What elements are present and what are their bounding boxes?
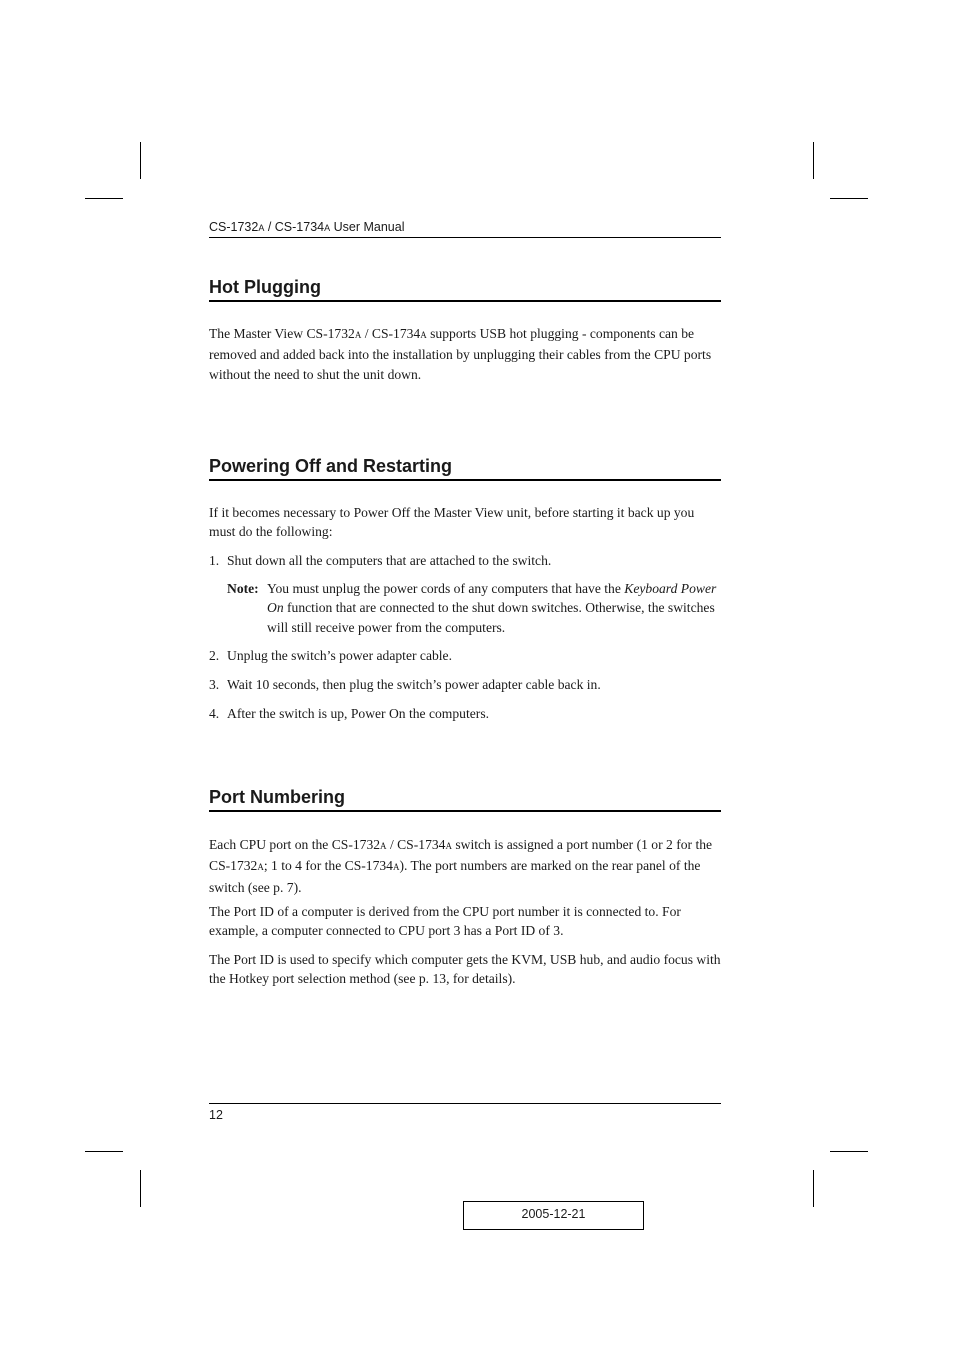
list-number: 4.: [209, 706, 220, 721]
list-number: 2.: [209, 648, 220, 663]
crop-mark: [813, 1170, 814, 1207]
text-run: function that are connected to the shut down switches. Otherwise, the switches will still receive power from the computers.: [267, 600, 715, 635]
footer-rule: [209, 1103, 721, 1104]
text-run-italic: Keyboard Power On: [267, 581, 717, 616]
list-text: After the switch is up, Power On the computers.: [227, 706, 490, 721]
list-item: [209, 704, 721, 723]
date-box: 2005-12-21: [463, 1201, 644, 1230]
header-suffix-a: A: [258, 223, 265, 233]
text-run: A: [445, 841, 452, 851]
list-text: Unplug the switch’s power adapter cable.: [227, 648, 452, 663]
list-item: [209, 675, 721, 694]
section-title-powering-off: Powering Off and Restarting: [209, 455, 721, 481]
text-run: A: [420, 330, 427, 340]
list-item: [209, 551, 721, 570]
crop-mark: [140, 142, 141, 179]
list-text: Wait 10 seconds, then plug the switch’s power adapter cable back in.: [227, 677, 601, 692]
text-run: / CS-1734: [361, 326, 421, 341]
text-run: A: [380, 841, 387, 851]
list-item: [209, 646, 721, 665]
crop-mark: [85, 198, 123, 199]
crop-mark: [813, 142, 814, 179]
running-header: [209, 219, 721, 238]
crop-mark: [140, 1170, 141, 1207]
text-run: You must unplug the power cords of any computers that have the: [267, 581, 625, 596]
list-number: 1.: [209, 553, 220, 568]
text-run: A: [354, 330, 362, 340]
header-suffix-b: A: [324, 223, 331, 233]
text-run: switch is assigned a port number (1 or 2 for the CS-1732: [209, 837, 713, 874]
port-numbering-paragraph-1: [209, 835, 721, 897]
text-run: supports USB hot plugging - components can be removed and added back into the installation by unplugging their cables from the CPU ports without the need to shut the unit down.: [209, 326, 712, 382]
text-run: Each CPU port on the CS-1732: [209, 837, 381, 852]
port-numbering-paragraph-3: The Port ID is used to specify which computer gets the KVM, USB hub, and audio focus with the Hotkey port selection method (see p. 13, for details).: [209, 952, 721, 987]
section-title-port-numbering: Port Numbering: [209, 786, 721, 812]
header-model-a: CS-1732: [209, 220, 259, 234]
note-body: [267, 579, 721, 637]
note-block: [227, 579, 721, 637]
text-run: ; 1 to 4 for the CS-1734: [263, 858, 393, 874]
crop-mark: [830, 198, 868, 199]
header-separator: /: [264, 220, 275, 234]
port-numbering-paragraph-2: The Port ID of a computer is derived from the CPU port number it is connected to. For example, a computer connected to CPU port 3 has a Port ID of 3.: [209, 904, 681, 939]
powering-intro-paragraph: If it becomes necessary to Power Off the Master View unit, before starting it back up you must do the following:: [209, 505, 695, 540]
text-run: A: [392, 862, 400, 873]
header-title-tail: User Manual: [330, 220, 405, 234]
section-title-hot-plugging: Hot Plugging: [209, 276, 721, 302]
hot-plugging-paragraph: [209, 324, 721, 384]
text-run: / CS-1734: [386, 837, 446, 852]
crop-mark: [85, 1151, 123, 1152]
text-run: A: [257, 862, 264, 873]
list-number: 3.: [209, 677, 220, 692]
text-run: ). The port numbers are marked on the rear panel of the switch (see p. 7).: [209, 858, 701, 895]
page-number: 12: [209, 1108, 223, 1122]
note-label: Note:: [227, 581, 259, 596]
text-run: The Master View CS-1732: [209, 326, 355, 341]
list-text: Shut down all the computers that are attached to the switch.: [227, 553, 552, 568]
header-model-b: CS-1734: [274, 220, 325, 234]
crop-mark: [830, 1151, 868, 1152]
